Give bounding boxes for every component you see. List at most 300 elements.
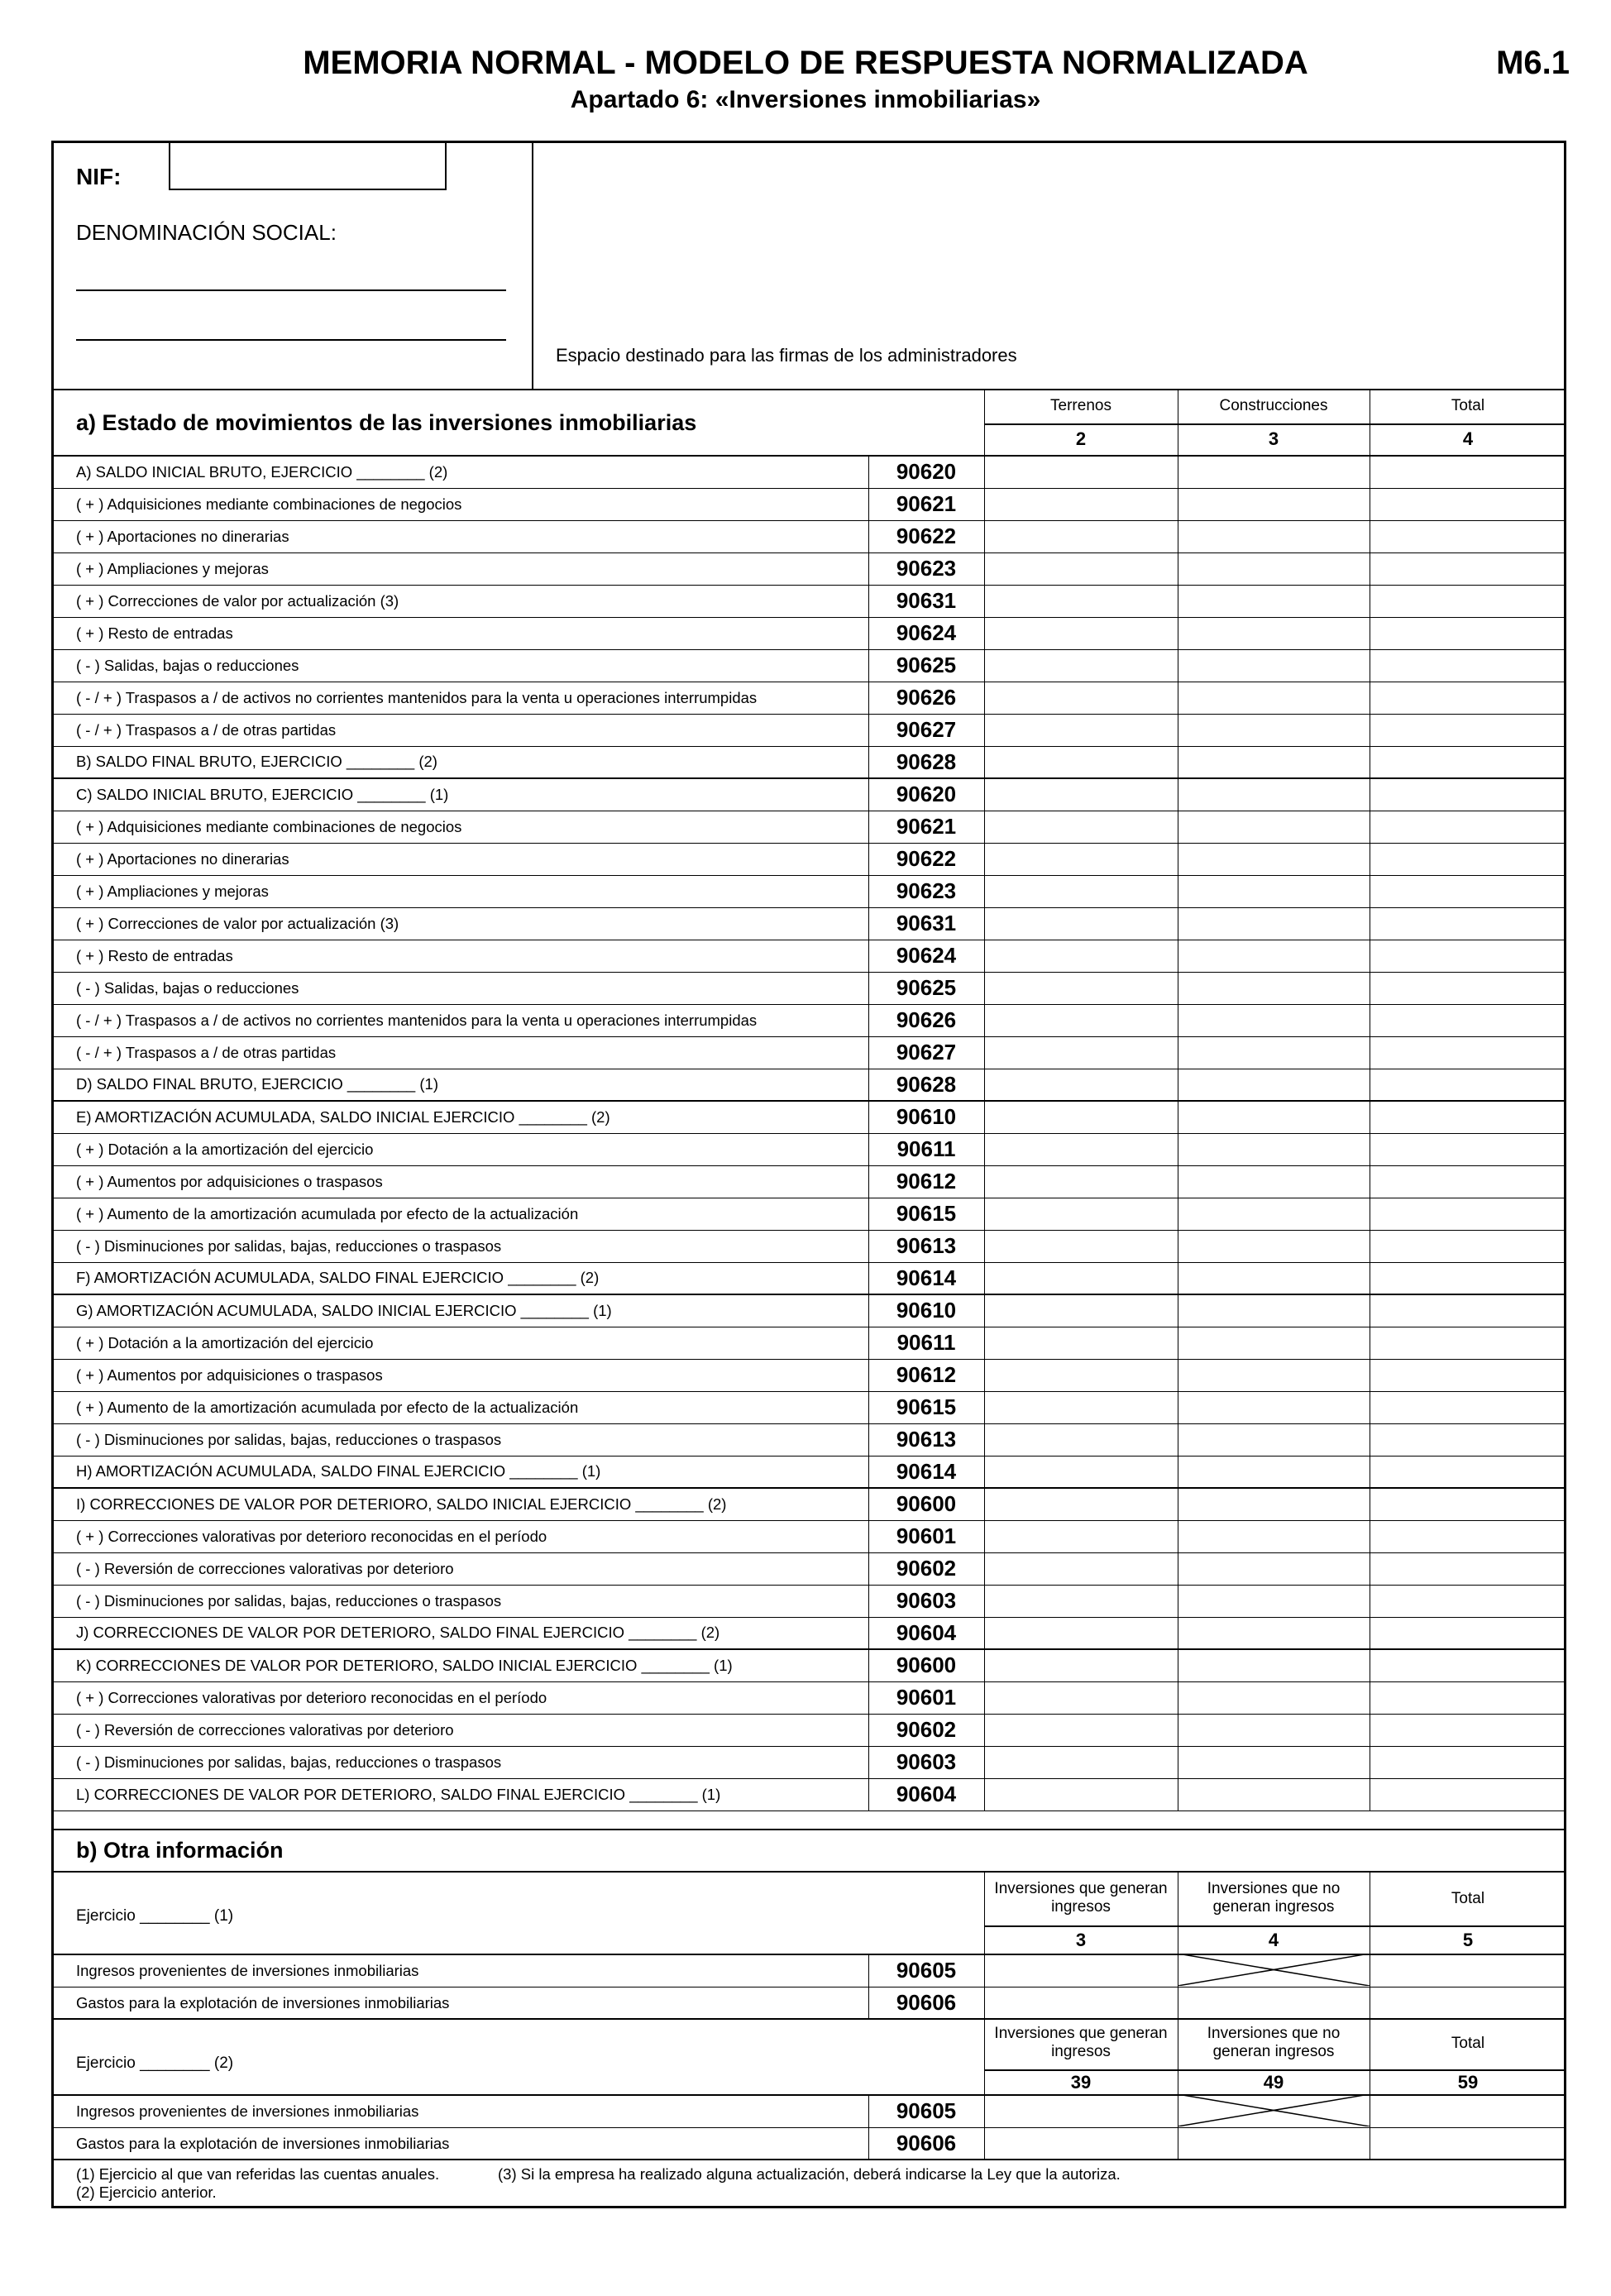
value-cell[interactable]: [1370, 1004, 1566, 1036]
value-cell[interactable]: [984, 1954, 1178, 1987]
value-cell[interactable]: [1178, 1133, 1370, 1165]
table-row: [51, 1649, 1566, 1681]
value-cell[interactable]: [1178, 1036, 1370, 1069]
value-cell[interactable]: [984, 907, 1178, 940]
value-cell[interactable]: [1178, 1585, 1370, 1617]
denominacion-line-1[interactable]: [76, 289, 506, 291]
row-label: ( + ) Correcciones de valor por actualización (3): [51, 907, 868, 940]
row-label: ( + ) Aportaciones no dinerarias: [51, 843, 868, 875]
table-row: [51, 520, 1566, 552]
footnote-2: (2) Ejercicio anterior.: [76, 2184, 217, 2201]
table-row: [51, 778, 1566, 811]
table-row: [51, 617, 1566, 649]
divider: [51, 389, 1566, 390]
value-cell[interactable]: [1178, 1714, 1370, 1746]
divider: [51, 2018, 1566, 2020]
row-label: Ingresos provenientes de inversiones inmobiliarias: [51, 2095, 868, 2127]
row-label: ( + ) Aumentos por adquisiciones o traspasos: [51, 1359, 868, 1391]
value-cell[interactable]: [984, 1423, 1178, 1456]
value-cell[interactable]: [1370, 843, 1566, 875]
row-label: G) AMORTIZACIÓN ACUMULADA, SALDO INICIAL EJERCICIO ________ (1): [51, 1294, 868, 1327]
col-header-total: Total: [1451, 1890, 1485, 1907]
denominacion-label: DENOMINACIÓN SOCIAL:: [76, 220, 337, 245]
value-cell[interactable]: [984, 1262, 1178, 1294]
row-label: ( - ) Salidas, bajas o reducciones: [51, 649, 868, 682]
value-cell[interactable]: [1370, 1327, 1566, 1359]
value-cell[interactable]: [1178, 1520, 1370, 1552]
row-code: 90605: [868, 2095, 984, 2127]
table-row: [51, 1552, 1566, 1585]
value-cell[interactable]: [1178, 1778, 1370, 1810]
row-label: Gastos para la explotación de inversiones inmobiliarias: [51, 2127, 868, 2160]
value-cell[interactable]: [1370, 1036, 1566, 1069]
value-cell[interactable]: [1178, 746, 1370, 778]
value-cell[interactable]: [1178, 1327, 1370, 1359]
value-cell[interactable]: [984, 552, 1178, 585]
footnote-3: (3) Si la empresa ha realizado alguna actualización, deberá indicarse la Ley que la autoriza.: [498, 2165, 1121, 2183]
row-label: ( + ) Ampliaciones y mejoras: [51, 875, 868, 907]
ejercicio-1-label: Ejercicio ________ (1): [76, 1907, 234, 1925]
value-cell[interactable]: [1178, 682, 1370, 714]
value-cell[interactable]: [984, 1198, 1178, 1230]
value-cell[interactable]: [1370, 1359, 1566, 1391]
row-label: ( + ) Aumento de la amortización acumulada por efecto de la actualización: [51, 1198, 868, 1230]
table-row: [51, 972, 1566, 1004]
row-label: ( - / + ) Traspasos a / de otras partidas: [51, 1036, 868, 1069]
table-row: [51, 682, 1566, 714]
table-row: [51, 1327, 1566, 1359]
value-cell[interactable]: [1178, 778, 1370, 811]
table-row: [51, 1456, 1566, 1488]
value-cell[interactable]: [1370, 1552, 1566, 1585]
value-cell[interactable]: [984, 488, 1178, 520]
value-cell[interactable]: [1370, 585, 1566, 617]
signature-space-label: Espacio destinado para las firmas de los administradores: [556, 345, 1017, 366]
col-number: 4: [1462, 428, 1474, 449]
row-label: ( + ) Aumentos por adquisiciones o traspasos: [51, 1165, 868, 1198]
table-row: [51, 649, 1566, 682]
value-cell[interactable]: [984, 1681, 1178, 1714]
row-label: ( + ) Ampliaciones y mejoras: [51, 552, 868, 585]
table-row: [51, 1004, 1566, 1036]
value-cell[interactable]: [1370, 1488, 1566, 1520]
value-cell[interactable]: [1178, 1456, 1370, 1488]
row-code: 90628: [868, 1069, 984, 1101]
table-row: [51, 1391, 1566, 1423]
value-cell[interactable]: [984, 1359, 1178, 1391]
value-cell[interactable]: [1370, 682, 1566, 714]
col-header-no-generan: Inversiones que no generan ingresos: [1207, 1880, 1341, 1916]
value-cell[interactable]: [984, 649, 1178, 682]
value-cell[interactable]: [1370, 1746, 1566, 1778]
row-label: ( - / + ) Traspasos a / de activos no corrientes mantenidos para la venta u operaciones interrumpidas: [51, 682, 868, 714]
col-header-divider: [984, 1925, 1566, 1927]
value-cell[interactable]: [1178, 843, 1370, 875]
value-cell[interactable]: [1178, 617, 1370, 649]
row-label: ( - ) Salidas, bajas o reducciones: [51, 972, 868, 1004]
value-cell[interactable]: [984, 1391, 1178, 1423]
col-number: 3: [1268, 428, 1279, 449]
value-cell[interactable]: [1370, 778, 1566, 811]
row-code: 90631: [868, 585, 984, 617]
value-cell[interactable]: [1370, 520, 1566, 552]
nif-label: NIF:: [76, 164, 122, 189]
value-cell[interactable]: [1178, 1649, 1370, 1681]
value-cell[interactable]: [984, 682, 1178, 714]
col-header-terrenos: Terrenos: [1050, 397, 1111, 414]
row-code: 90621: [868, 811, 984, 843]
value-cell[interactable]: [984, 778, 1178, 811]
value-cell[interactable]: [1370, 2127, 1566, 2160]
value-cell[interactable]: [1370, 456, 1566, 488]
row-label: ( - ) Reversión de correcciones valorativas por deterioro: [51, 1552, 868, 1585]
divider: [51, 2159, 1566, 2160]
value-cell[interactable]: [1178, 585, 1370, 617]
row-code: 90613: [868, 1423, 984, 1456]
row-label: ( + ) Aumento de la amortización acumulada por efecto de la actualización: [51, 1391, 868, 1423]
col-number: 4: [1268, 1930, 1279, 1950]
row-code: 90631: [868, 907, 984, 940]
value-cell[interactable]: [984, 811, 1178, 843]
value-cell[interactable]: [1370, 1294, 1566, 1327]
table-row: [51, 843, 1566, 875]
value-cell[interactable]: [1370, 1585, 1566, 1617]
value-cell[interactable]: [984, 940, 1178, 972]
value-cell[interactable]: [1370, 1198, 1566, 1230]
col-number: 5: [1462, 1930, 1474, 1950]
value-cell[interactable]: [984, 520, 1178, 552]
value-cell[interactable]: [1178, 907, 1370, 940]
value-cell[interactable]: [1370, 1230, 1566, 1262]
value-cell[interactable]: [1370, 1714, 1566, 1746]
row-code: 90613: [868, 1230, 984, 1262]
value-cell[interactable]: [1370, 617, 1566, 649]
table-row: [51, 1488, 1566, 1520]
value-cell[interactable]: [1178, 1069, 1370, 1101]
value-cell[interactable]: [984, 1230, 1178, 1262]
value-cell[interactable]: [984, 1520, 1178, 1552]
row-code: 90625: [868, 972, 984, 1004]
col-number: 49: [1263, 2072, 1284, 2093]
row-code: 90602: [868, 1714, 984, 1746]
movements-table: [51, 455, 1566, 1811]
row-label: A) SALDO INICIAL BRUTO, EJERCICIO ________ (2): [51, 456, 868, 488]
value-cell[interactable]: [1370, 1520, 1566, 1552]
row-code: 90624: [868, 940, 984, 972]
row-label: ( + ) Resto de entradas: [51, 940, 868, 972]
value-cell[interactable]: [1178, 972, 1370, 1004]
identification-box: [51, 141, 533, 389]
value-cell[interactable]: [984, 746, 1178, 778]
table-row: [51, 1746, 1566, 1778]
value-cell[interactable]: [984, 1488, 1178, 1520]
row-code: 90611: [868, 1327, 984, 1359]
row-code: 90602: [868, 1552, 984, 1585]
ejercicio-2-label: Ejercicio ________ (2): [76, 2054, 234, 2072]
table-row: [51, 714, 1566, 746]
row-code: 90615: [868, 1198, 984, 1230]
value-cell[interactable]: [1178, 1552, 1370, 1585]
row-code: 90623: [868, 552, 984, 585]
value-cell[interactable]: [984, 2127, 1178, 2160]
row-label: I) CORRECCIONES DE VALOR POR DETERIORO, SALDO INICIAL EJERCICIO ________ (2): [51, 1488, 868, 1520]
value-cell[interactable]: [984, 1456, 1178, 1488]
value-cell[interactable]: [1178, 1165, 1370, 1198]
row-label: ( - ) Reversión de correcciones valorativas por deterioro: [51, 1714, 868, 1746]
col-number: 39: [1070, 2072, 1092, 2093]
table-row: [51, 1987, 1566, 2019]
table-row: [51, 1165, 1566, 1198]
row-label: C) SALDO INICIAL BRUTO, EJERCICIO ________ (1): [51, 778, 868, 811]
row-label: ( + ) Adquisiciones mediante combinaciones de negocios: [51, 488, 868, 520]
table-row: [51, 456, 1566, 488]
value-cell[interactable]: [1178, 552, 1370, 585]
row-code: 90610: [868, 1294, 984, 1327]
value-cell[interactable]: [1370, 649, 1566, 682]
value-cell[interactable]: [984, 1778, 1178, 1810]
row-code: 90604: [868, 1778, 984, 1810]
row-label: ( + ) Aportaciones no dinerarias: [51, 520, 868, 552]
value-cell[interactable]: [1370, 488, 1566, 520]
value-cell[interactable]: [1178, 1746, 1370, 1778]
row-code: 90601: [868, 1681, 984, 1714]
table-row: [51, 1101, 1566, 1133]
table-row: [51, 811, 1566, 843]
value-cell[interactable]: [984, 1649, 1178, 1681]
value-cell[interactable]: [1178, 1359, 1370, 1391]
col-header-generan: Inversiones que generan ingresos: [994, 2025, 1168, 2060]
row-label: Ingresos provenientes de inversiones inmobiliarias: [51, 1954, 868, 1987]
row-label: ( + ) Dotación a la amortización del ejercicio: [51, 1327, 868, 1359]
value-cell[interactable]: [1370, 1456, 1566, 1488]
row-code: 90600: [868, 1488, 984, 1520]
value-cell[interactable]: [1178, 1488, 1370, 1520]
value-cell[interactable]: [1178, 2127, 1370, 2160]
row-label: H) AMORTIZACIÓN ACUMULADA, SALDO FINAL EJERCICIO ________ (1): [51, 1456, 868, 1488]
table-row: [51, 1036, 1566, 1069]
value-cell[interactable]: [984, 1101, 1178, 1133]
value-cell[interactable]: [1370, 811, 1566, 843]
value-cell[interactable]: [1178, 1987, 1370, 2019]
value-cell[interactable]: [984, 585, 1178, 617]
value-cell[interactable]: [1178, 714, 1370, 746]
table-row: [51, 907, 1566, 940]
divider: [51, 1829, 1566, 1830]
row-code: 90600: [868, 1649, 984, 1681]
col-number: 2: [1075, 428, 1087, 449]
value-cell[interactable]: [984, 1714, 1178, 1746]
row-label: ( + ) Correcciones valorativas por deterioro reconocidas en el período: [51, 1520, 868, 1552]
row-code: 90614: [868, 1456, 984, 1488]
row-label: ( - / + ) Traspasos a / de activos no corrientes mantenidos para la venta u operaciones interrumpidas: [51, 1004, 868, 1036]
table-row: [51, 1198, 1566, 1230]
row-code: 90603: [868, 1746, 984, 1778]
value-cell[interactable]: [1370, 1987, 1566, 2019]
table-row: [51, 1230, 1566, 1262]
value-cell[interactable]: [984, 456, 1178, 488]
row-code: 90625: [868, 649, 984, 682]
value-cell[interactable]: [984, 1165, 1178, 1198]
value-cell[interactable]: [984, 1133, 1178, 1165]
section-a-title: a) Estado de movimientos de las inversiones inmobiliarias: [76, 410, 697, 435]
row-label: L) CORRECCIONES DE VALOR POR DETERIORO, SALDO FINAL EJERCICIO ________ (1): [51, 1778, 868, 1810]
row-code: 90604: [868, 1617, 984, 1649]
row-label: ( + ) Correcciones valorativas por deterioro reconocidas en el período: [51, 1681, 868, 1714]
value-cell[interactable]: [1370, 1778, 1566, 1810]
row-label: ( - ) Disminuciones por salidas, bajas, reducciones o traspasos: [51, 1423, 868, 1456]
col-header-divider: [984, 2069, 1566, 2071]
footnote-1: (1) Ejercicio al que van referidas las cuentas anuales.: [76, 2165, 440, 2183]
value-cell[interactable]: [984, 617, 1178, 649]
row-code: 90628: [868, 746, 984, 778]
form-subtitle: Apartado 6: «Inversiones inmobiliarias»: [570, 86, 1041, 113]
value-cell[interactable]: [1370, 1954, 1566, 1987]
row-label: ( + ) Correcciones de valor por actualización (3): [51, 585, 868, 617]
value-cell[interactable]: [984, 1617, 1178, 1649]
value-cell[interactable]: [1370, 907, 1566, 940]
row-code: 90627: [868, 1036, 984, 1069]
row-code: 90622: [868, 520, 984, 552]
value-cell[interactable]: [1370, 1133, 1566, 1165]
value-cell[interactable]: [1178, 875, 1370, 907]
value-cell[interactable]: [1178, 1004, 1370, 1036]
row-code: 90626: [868, 1004, 984, 1036]
row-code: 90601: [868, 1520, 984, 1552]
value-cell[interactable]: [984, 843, 1178, 875]
value-cell[interactable]: [984, 2095, 1178, 2127]
row-code: 90606: [868, 2127, 984, 2160]
value-cell[interactable]: [984, 714, 1178, 746]
value-cell[interactable]: [1370, 1423, 1566, 1456]
value-cell[interactable]: [1178, 1391, 1370, 1423]
row-code: 90622: [868, 843, 984, 875]
row-code: 90603: [868, 1585, 984, 1617]
value-cell[interactable]: [1370, 1617, 1566, 1649]
value-cell[interactable]: [1178, 1294, 1370, 1327]
value-cell[interactable]: [1370, 1262, 1566, 1294]
row-label: F) AMORTIZACIÓN ACUMULADA, SALDO FINAL EJERCICIO ________ (2): [51, 1262, 868, 1294]
table-row: [51, 585, 1566, 617]
row-label: ( + ) Resto de entradas: [51, 617, 868, 649]
row-label: ( - ) Disminuciones por salidas, bajas, reducciones o traspasos: [51, 1585, 868, 1617]
value-cell[interactable]: [984, 1746, 1178, 1778]
table-row: [51, 1681, 1566, 1714]
table-row: [51, 1423, 1566, 1456]
row-code: 90612: [868, 1165, 984, 1198]
value-cell[interactable]: [1178, 520, 1370, 552]
value-cell[interactable]: [984, 875, 1178, 907]
table-row: [51, 1359, 1566, 1391]
value-cell[interactable]: [1178, 649, 1370, 682]
value-cell[interactable]: [1178, 456, 1370, 488]
value-cell[interactable]: [1370, 1069, 1566, 1101]
value-cell[interactable]: [1178, 1230, 1370, 1262]
table-row: [51, 1714, 1566, 1746]
nif-field[interactable]: [169, 141, 447, 190]
col-header-construcciones: Construcciones: [1219, 397, 1328, 414]
value-cell[interactable]: [984, 1327, 1178, 1359]
value-cell[interactable]: [1178, 1198, 1370, 1230]
value-cell[interactable]: [1370, 1165, 1566, 1198]
form-title: MEMORIA NORMAL - MODELO DE RESPUESTA NORMALIZADA: [303, 45, 1308, 81]
value-cell[interactable]: [984, 1004, 1178, 1036]
row-label: K) CORRECCIONES DE VALOR POR DETERIORO, SALDO INICIAL EJERCICIO ________ (1): [51, 1649, 868, 1681]
row-code: 90606: [868, 1987, 984, 2019]
form-code: M6.1: [1496, 45, 1570, 81]
value-cell[interactable]: [1370, 714, 1566, 746]
col-header-total: Total: [1451, 397, 1485, 414]
value-cell[interactable]: [984, 1069, 1178, 1101]
table-row: [51, 1069, 1566, 1101]
value-cell[interactable]: [1178, 1617, 1370, 1649]
row-label: J) CORRECCIONES DE VALOR POR DETERIORO, SALDO FINAL EJERCICIO ________ (2): [51, 1617, 868, 1649]
value-cell[interactable]: [1178, 1101, 1370, 1133]
section-b-title: b) Otra información: [76, 1838, 284, 1863]
row-label: ( - ) Disminuciones por salidas, bajas, reducciones o traspasos: [51, 1230, 868, 1262]
value-cell[interactable]: [1370, 875, 1566, 907]
value-cell[interactable]: [984, 1585, 1178, 1617]
value-cell[interactable]: [1370, 1649, 1566, 1681]
table-row: [51, 875, 1566, 907]
row-label: Gastos para la explotación de inversiones inmobiliarias: [51, 1987, 868, 2019]
table-row: [51, 1585, 1566, 1617]
table-row: [51, 940, 1566, 972]
row-label: ( - / + ) Traspasos a / de otras partidas: [51, 714, 868, 746]
value-cell[interactable]: [1178, 1681, 1370, 1714]
row-code: 90614: [868, 1262, 984, 1294]
value-cell[interactable]: [1178, 811, 1370, 843]
value-cell[interactable]: [1370, 552, 1566, 585]
denominacion-line-2[interactable]: [76, 339, 506, 341]
table-row: [51, 746, 1566, 778]
value-cell[interactable]: [1178, 940, 1370, 972]
table-row: [51, 1133, 1566, 1165]
table-row: [51, 1778, 1566, 1810]
value-cell[interactable]: [1370, 1101, 1566, 1133]
value-cell[interactable]: [1178, 488, 1370, 520]
value-cell[interactable]: [984, 972, 1178, 1004]
row-code: 90627: [868, 714, 984, 746]
row-code: 90610: [868, 1101, 984, 1133]
row-label: D) SALDO FINAL BRUTO, EJERCICIO ________ (1): [51, 1069, 868, 1101]
value-cell[interactable]: [1178, 1262, 1370, 1294]
value-cell[interactable]: [1370, 972, 1566, 1004]
value-cell[interactable]: [1370, 2095, 1566, 2127]
row-code: 90612: [868, 1359, 984, 1391]
value-cell[interactable]: [1370, 1391, 1566, 1423]
row-label: ( + ) Adquisiciones mediante combinaciones de negocios: [51, 811, 868, 843]
col-header-divider: [984, 423, 1566, 425]
row-code: 90626: [868, 682, 984, 714]
value-cell[interactable]: [984, 1552, 1178, 1585]
row-code: 90620: [868, 456, 984, 488]
value-cell[interactable]: [1370, 746, 1566, 778]
value-cell[interactable]: [1370, 1681, 1566, 1714]
row-label: ( + ) Dotación a la amortización del ejercicio: [51, 1133, 868, 1165]
value-cell[interactable]: [984, 1987, 1178, 2019]
value-cell[interactable]: [984, 1294, 1178, 1327]
cross-mark-icon: [1178, 1954, 1370, 1986]
col-number: 3: [1075, 1930, 1087, 1950]
col-header-generan: Inversiones que generan ingresos: [994, 1880, 1168, 1916]
row-label: B) SALDO FINAL BRUTO, EJERCICIO ________ (2): [51, 746, 868, 778]
row-code: 90620: [868, 778, 984, 811]
value-cell[interactable]: [1178, 1423, 1370, 1456]
row-code: 90624: [868, 617, 984, 649]
value-cell[interactable]: [1370, 940, 1566, 972]
value-cell[interactable]: [984, 1036, 1178, 1069]
table-row: [51, 2127, 1566, 2160]
